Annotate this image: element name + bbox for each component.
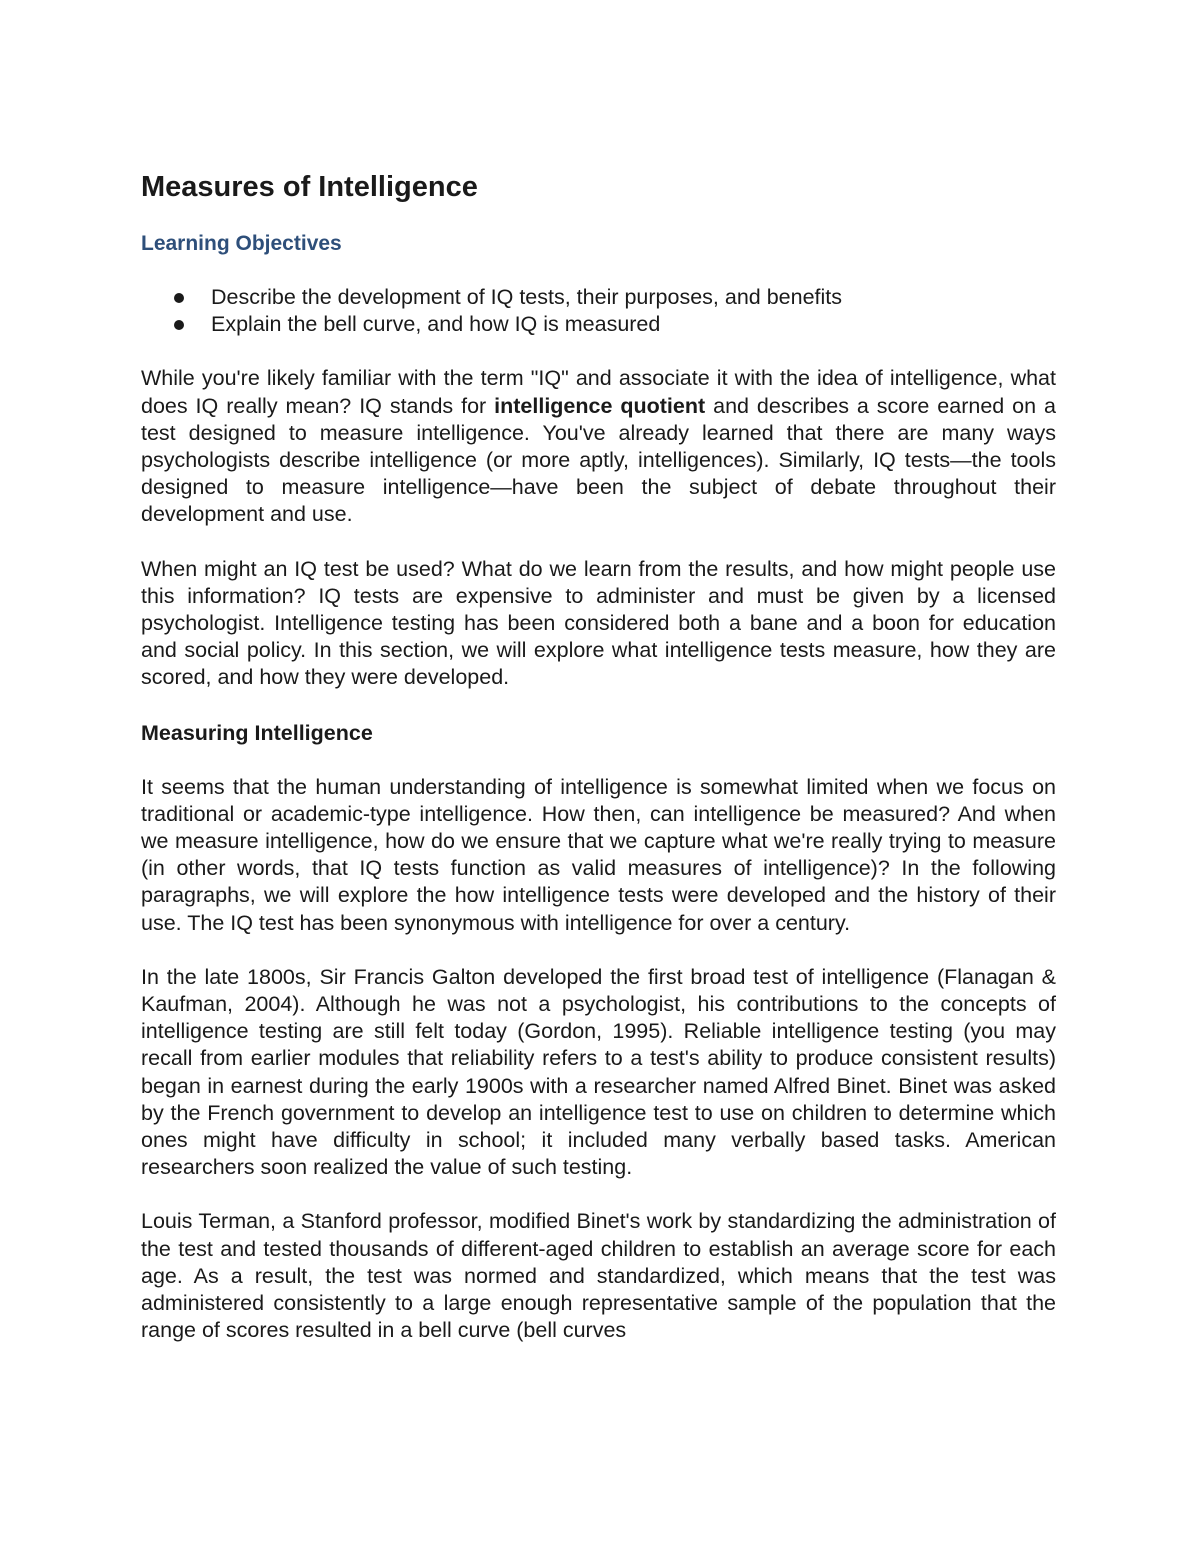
section-heading: Measuring Intelligence [141,720,373,745]
intro-text-after: and describes a score earned on a test designed to measure intelligence. You've already learned that there are many ways psychologists describe intelligence (or more aptly, intelligences). Similarly, IQ tests—the tools designed to measure intelligence—have been the subject of debate throughout their development and use. [141,393,1056,527]
list-item [141,311,1056,338]
key-term: intelligence quotient [494,393,706,418]
objective-text: Describe the development of IQ tests, their purposes, and benefits [211,285,843,309]
bullet-icon [174,320,184,330]
objective-text: Explain the bell curve, and how IQ is measured [211,312,661,337]
terman-paragraph: Louis Terman, a Stanford professor, modified Binet's work by standardizing the administration of the test and tested thousands of different-aged children to establish an average score for each age. As a result, the test was normed and standardized, which means that the test was administered consistently to a large enough representative sample of the population that the range of scores resulted in a bell curve (bell curves [141,1209,1056,1343]
list-item [141,284,1056,311]
document-page [141,168,1056,1345]
understanding-paragraph: It seems that the human understanding of intelligence is somewhat limited when we focus on traditional or academic-type intelligence. How then, can intelligence be measured? And when we measure intelligence, how do we ensure that we capture what we're really trying to measure (in other words, that IQ tests function as valid measures of intelligence)? In the following paragraphs, we will explore the how intelligence tests were developed and the history of their use. The IQ test has been synonymous with intelligence for over a century. [141,774,1056,935]
intro-paragraph [141,365,1056,528]
bullet-icon [174,293,184,303]
history-paragraph: In the late 1800s, Sir Francis Galton developed the first broad test of intelligence (Flanagan & Kaufman, 2004). Although he was not a psychologist, his contributions to the concepts of intelligence testing are still felt today (Gordon, 1995). Reliable intelligence testing (you may recall from earlier modules that reliability refers to a test's ability to produce consistent results) began in earnest during the early 1900s with a researcher named Alfred Binet. Binet was asked by the French government to develop an intelligence test to use on children to determine which ones might have difficulty in school; it included many verbally based tasks. American researchers soon realized the value of such testing. [141,964,1056,1180]
learning-objectives-heading: Learning Objectives [141,232,342,255]
objectives-list [141,284,1056,338]
intro-text-before: While you're likely familiar with the term "IQ" and associate it with the idea of intelligence, what does IQ really mean? IQ stands for [141,366,1056,418]
usage-paragraph: When might an IQ test be used? What do we learn from the results, and how might people use this information? IQ tests are expensive to administer and must be given by a licensed psychologist. Intelligence testing has been considered both a bane and a boon for education and social policy. In this section, we will explore what intelligence tests measure, how they are scored, and how they were developed. [141,556,1056,690]
document-title: Measures of Intelligence [141,171,478,203]
